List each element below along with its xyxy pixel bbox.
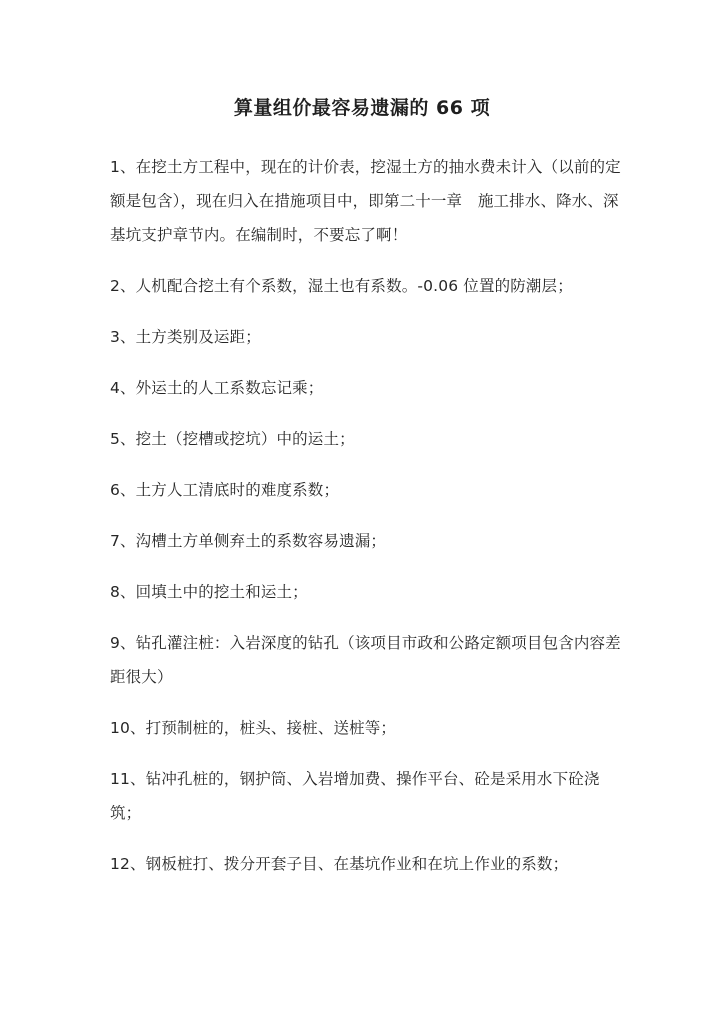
list-item-12: 12、钢板桩打、拨分开套子目、在基坑作业和在坑上作业的系数； [110,855,569,873]
list-item-8: 8、回填土中的挖土和运土； [110,583,308,601]
list-item-4: 4、外运土的人工系数忘记乘； [110,379,324,397]
list-item-9: 9、钻孔灌注桩：入岩深度的钻孔（该项目市政和公路定额项目包含内容差距很大） [110,634,621,686]
document-title: 算量组价最容易遗漏的 66 项 [233,97,491,119]
list-item-7: 7、沟槽土方单侧弃土的系数容易遗漏； [110,532,387,550]
item-list [110,150,625,898]
list-item-10: 10、打预制桩的，桩头、接桩、送桩等； [110,719,397,737]
list-item-5: 5、挖土（挖槽或挖坑）中的运土； [110,430,355,448]
list-item-2: 2、人机配合挖土有个系数，湿土也有系数。-0.06 位置的防潮层； [110,277,573,295]
list-item-1: 1、在挖土方工程中，现在的计价表，挖湿土方的抽水费未计入（以前的定额是包含），现在归入在措施项目中，即第二十一章 施工排水、降水、深基坑支护章节内。在编制时，不要忘了啊！ [110,158,621,244]
list-item-6: 6、土方人工清底时的难度系数； [110,481,340,499]
list-item-3: 3、土方类别及运距； [110,328,261,346]
list-item-11: 11、钻冲孔桩的，钢护筒、入岩增加费、操作平台、砼是采用水下砼浇筑； [110,770,600,822]
